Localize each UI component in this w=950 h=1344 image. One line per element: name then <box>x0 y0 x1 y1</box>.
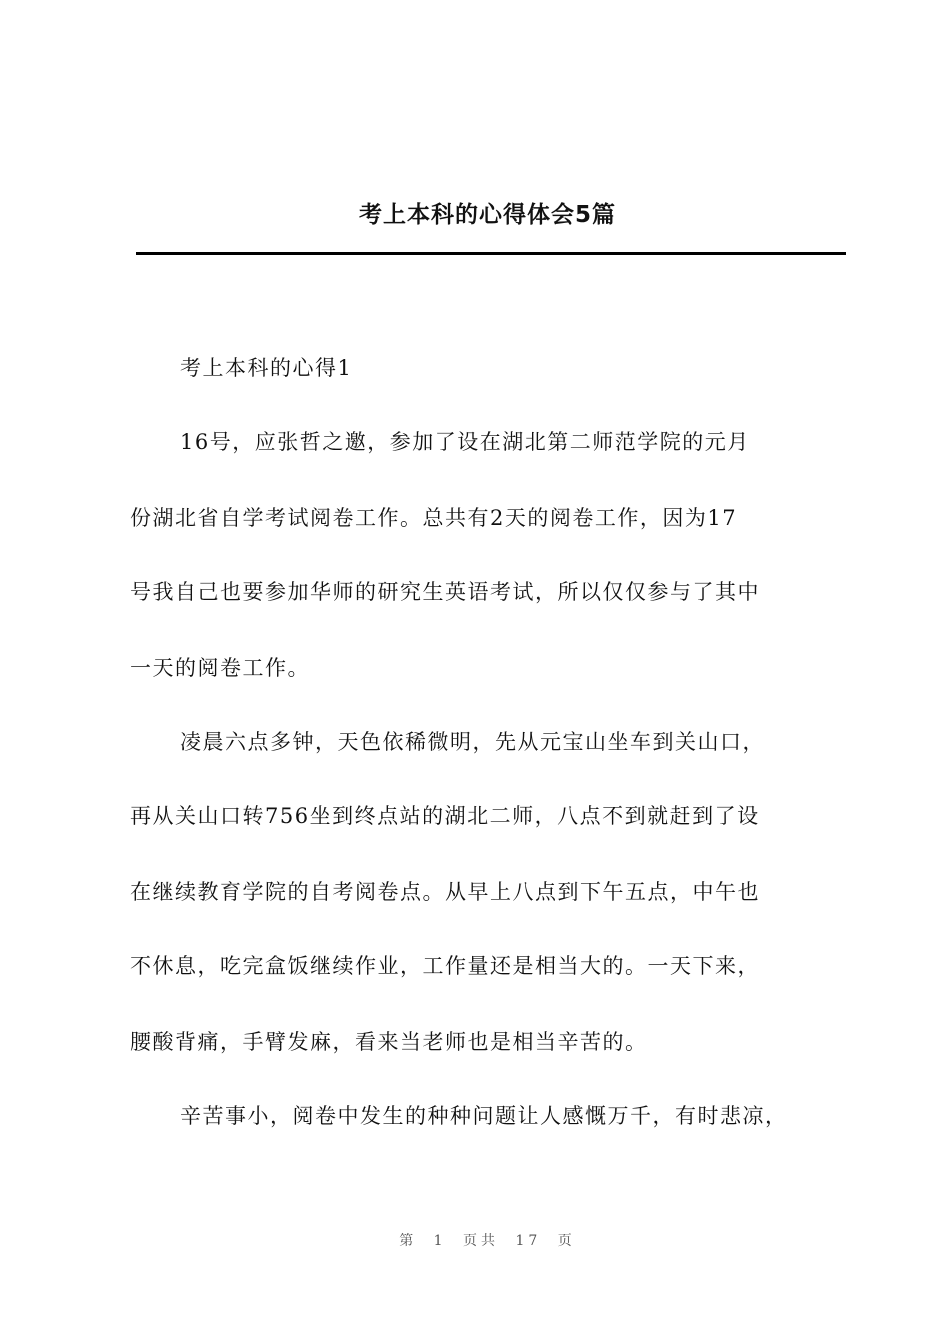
paragraph-line: 凌晨六点多钟，天色依稀微明，先从元宝山坐车到关山口， <box>180 730 765 754</box>
section-heading: 考上本科的心得1 <box>180 356 353 380</box>
title-divider <box>136 252 846 255</box>
paragraph-line: 在继续教育学院的自考阅卷点。从早上八点到下午五点，中午也 <box>130 880 760 904</box>
paragraph-line: 腰酸背痛，手臂发麻，看来当老师也是相当辛苦的。 <box>130 1030 648 1054</box>
paragraph-line: 16号，应张哲之邀，参加了设在湖北第二师范学院的元月 <box>180 430 750 454</box>
paragraph-line: 号我自己也要参加华师的研究生英语考试，所以仅仅参与了其中 <box>130 580 760 604</box>
paragraph-line: 一天的阅卷工作。 <box>130 656 310 680</box>
paragraph-line: 再从关山口转756坐到终点站的湖北二师，八点不到就赶到了设 <box>130 804 760 828</box>
page-number-footer: 第 1 页共 17 页 <box>399 1233 576 1249</box>
paragraph-line: 份湖北省自学考试阅卷工作。总共有2天的阅卷工作，因为17 <box>130 506 738 530</box>
document-title: 考上本科的心得体会5篇 <box>358 202 616 228</box>
paragraph-line: 不休息，吃完盒饭继续作业，工作量还是相当大的。一天下来， <box>130 954 760 978</box>
paragraph-line: 辛苦事小，阅卷中发生的种种问题让人感慨万千，有时悲凉， <box>180 1104 788 1128</box>
